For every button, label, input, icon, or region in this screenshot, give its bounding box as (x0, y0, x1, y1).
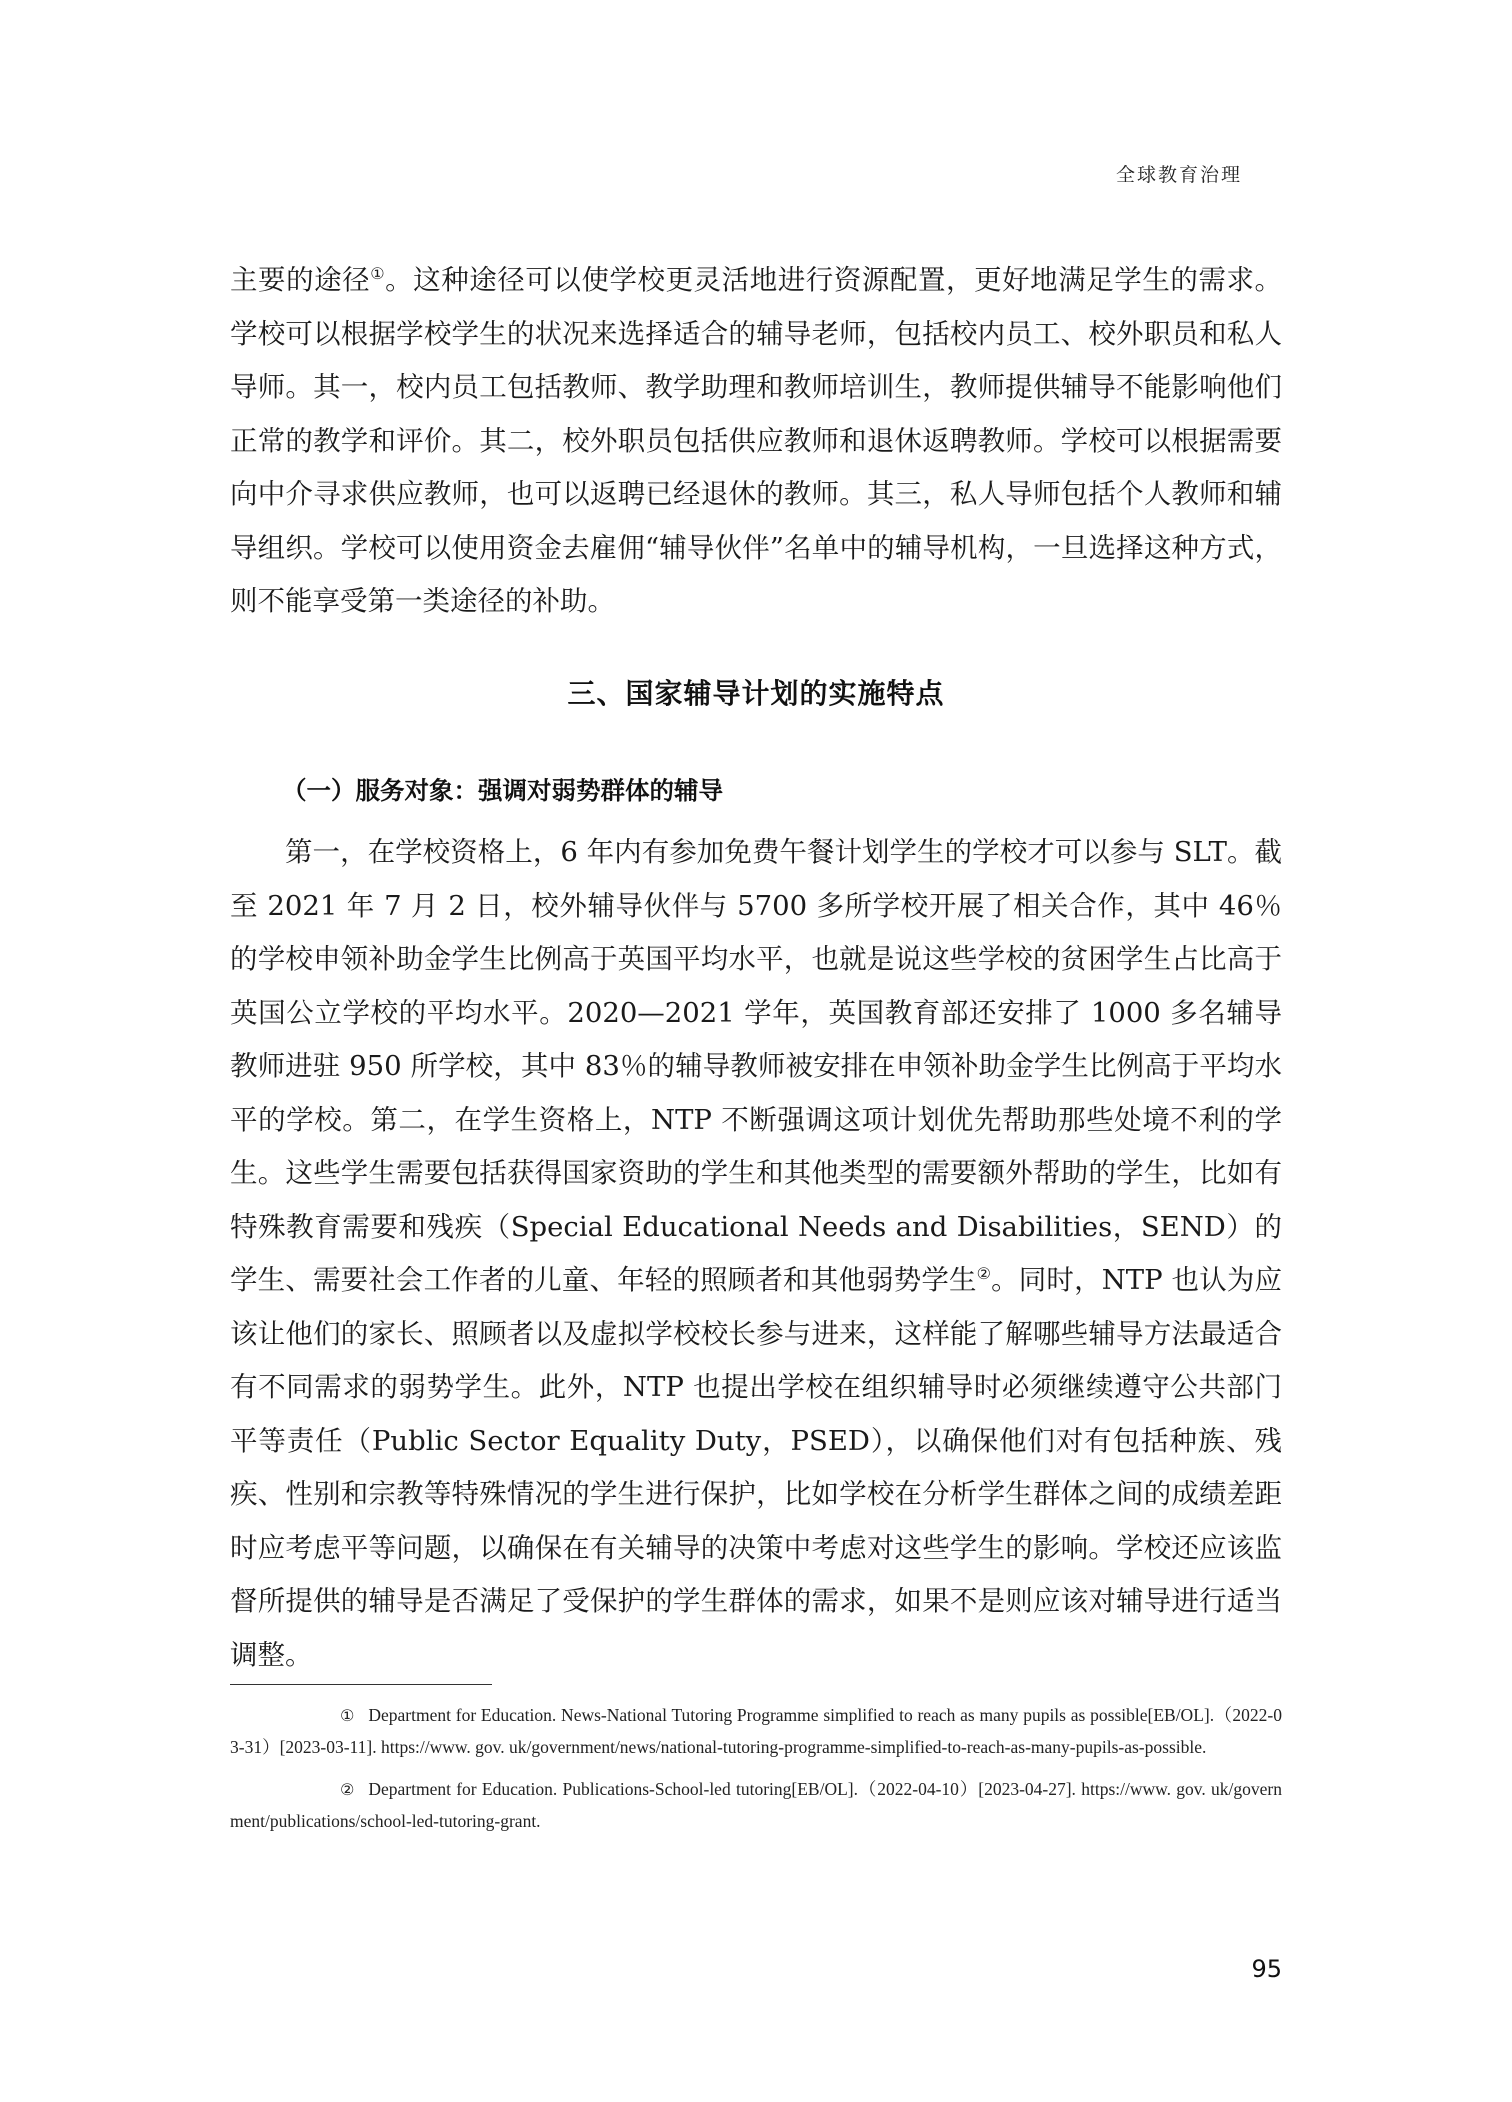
footnote-1 (230, 1700, 1282, 1763)
footnote-text-1: Department for Education. News-National Tutoring Programme simplified to reach as many pupils as possible[EB/OL].（2022-03-31）[2023-03-11]. https://www. gov. uk/government/news/national-tutoring-programme-simplified-to-reach-as-many-pupils-as-possible. (230, 1705, 1282, 1757)
main-paragraph (230, 826, 1282, 1682)
page-number: 95 (1251, 1955, 1282, 1983)
section-heading: 三、国家辅导计划的实施特点 (567, 677, 945, 710)
footnote-2 (230, 1774, 1282, 1837)
intro-paragraph (230, 254, 1282, 629)
running-head-title: 全球教育治理 (1115, 164, 1242, 186)
footnote-text-2: Department for Education. Publications-School-led tutoring[EB/OL].（2022-04-10）[2023-04-27]. https://www. gov. uk/government/publications/school-led-tutoring-grant. (230, 1779, 1282, 1831)
footnote-divider (230, 1684, 492, 1685)
main-text-after-note: 。同时，NTP 也认为应该让他们的家长、照顾者以及虚拟学校校长参与进来，这样能了解哪些辅导方法最适合有不同需求的弱势学生。此外，NTP 也提出学校在组织辅导时必须继续遵守公共部门平等责任（Public Sector Equality Duty，PSED），以确保他们对有包括种族、残疾、性别和宗教等特殊情况的学生进行保护，比如学校在分析学生群体之间的成绩差距时应考虑平等问题，以确保在有关辅导的决策中考虑对这些学生的影响。学校还应该监督所提供的辅导是否满足了受保护的学生群体的需求，如果不是则应该对辅导进行适当调整。 (230, 1264, 1282, 1671)
footnotes (230, 1700, 1282, 1848)
intro-text-before-note: 主要的途径 (230, 264, 371, 296)
main-paragraph-text (230, 826, 1282, 1682)
footnote-ref-2[interactable]: ② (976, 1263, 992, 1283)
intro-paragraph-text (230, 254, 1282, 629)
footnote-marker-1: ① (340, 1706, 355, 1725)
intro-text-after-note: 。这种途径可以使学校更灵活地进行资源配置，更好地满足学生的需求。学校可以根据学校学生的状况来选择适合的辅导老师，包括校内员工、校外职员和私人导师。其一，校内员工包括教师、教学助理和教师培训生，教师提供辅导不能影响他们正常的教学和评价。其二，校外职员包括供应教师和退休返聘教师。学校可以根据需要向中介寻求供应教师，也可以返聘已经退休的教师。其三，私人导师包括个人教师和辅导组织。学校可以使用资金去雇佣“辅导伙伴”名单中的辅导机构，一旦选择这种方式，则不能享受第一类途径的补助。 (230, 264, 1283, 617)
footnote-ref-1[interactable]: ① (370, 263, 386, 283)
subsection-heading: （一）服务对象：强调对弱势群体的辅导 (282, 776, 723, 805)
footnote-marker-2: ② (340, 1780, 355, 1799)
main-text-before-note: 第一，在学校资格上，6 年内有参加免费午餐计划学生的学校才可以参与 SLT。截至 2021 年 7 月 2 日，校外辅导伙伴与 5700 多所学校开展了相关合作，其中 46％的学校申领补助金学生比例高于英国平均水平，也就是说这些学校的贫困学生占比高于英国公立学校的平均水平。2020—2021 学年，英国教育部还安排了 1000 多名辅导教师进驻 950 所学校，其中 83％的辅导教师被安排在申领补助金学生比例高于平均水平的学校。第二，在学生资格上，NTP 不断强调这项计划优先帮助那些处境不利的学生。这些学生需要包括获得国家资助的学生和其他类型的需要额外帮助的学生，比如有特殊教育需要和残疾（Special Educational Needs and Disabilities，SEND）的学生、需要社会工作者的儿童、年轻的照顾者和其他弱势学生 (230, 836, 1282, 1296)
